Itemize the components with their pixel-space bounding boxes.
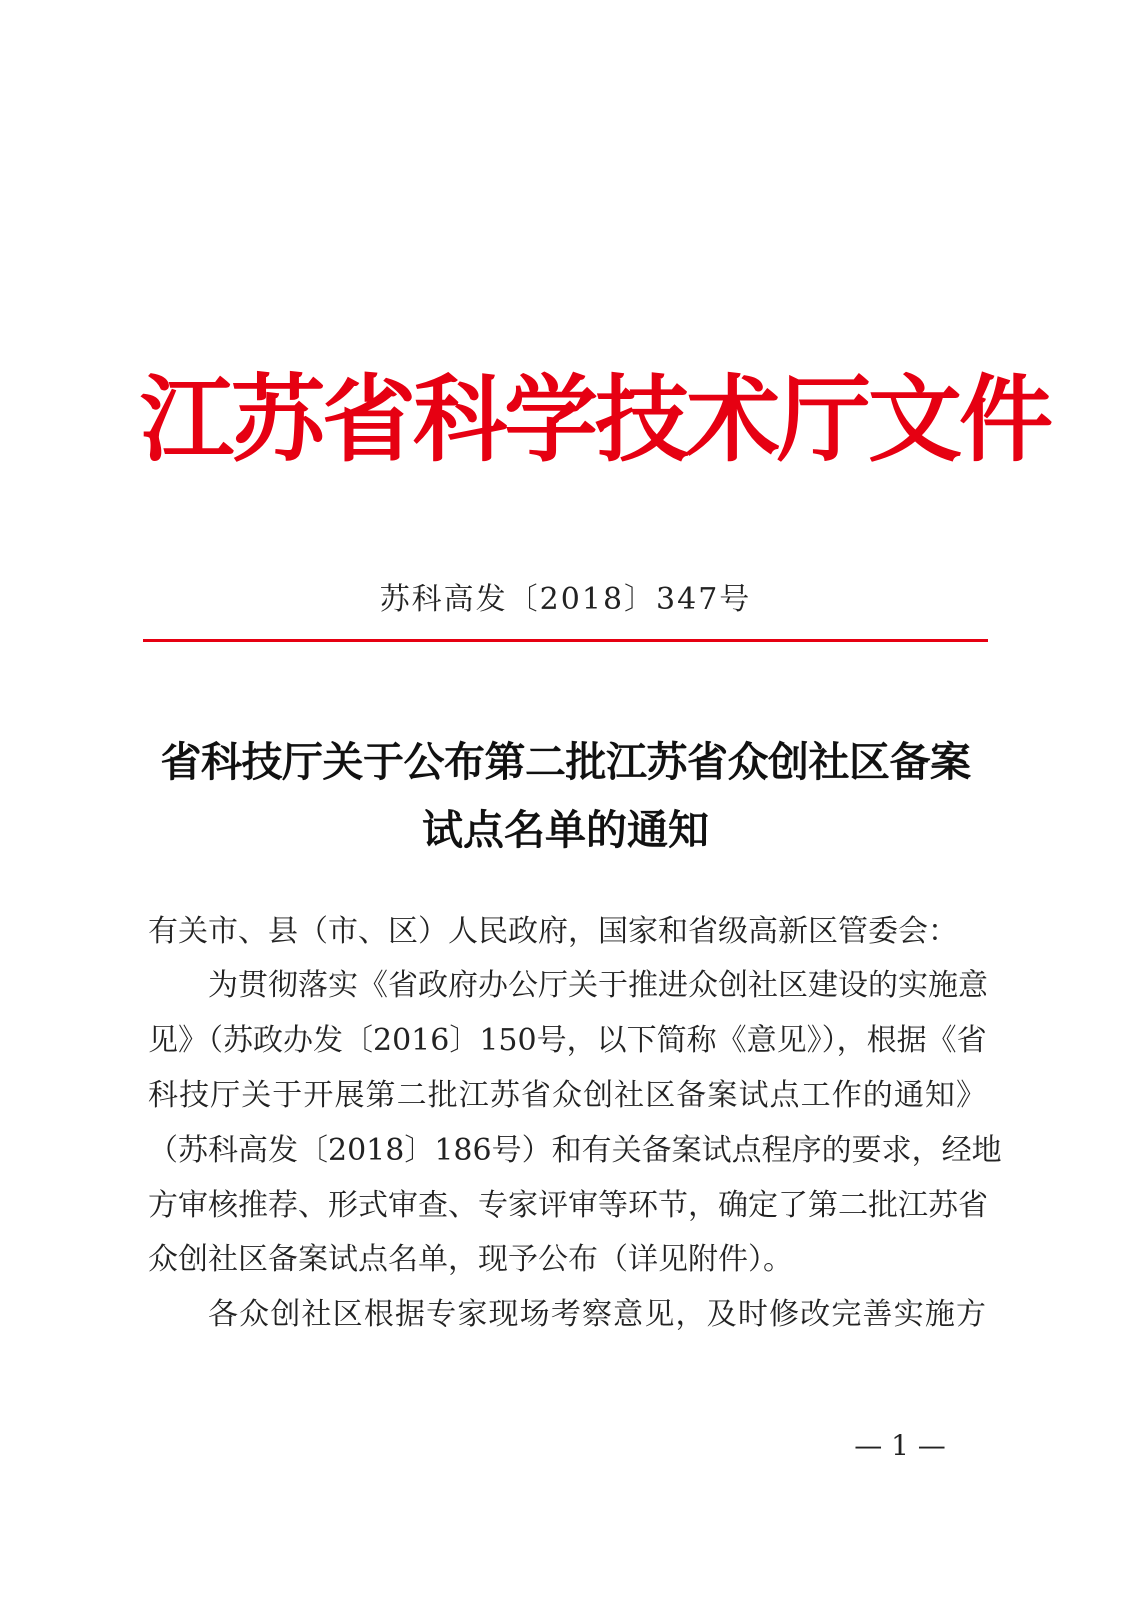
body-line: 科技厅关于开展第二批江苏省众创社区备案试点工作的通知》 — [148, 1078, 986, 1113]
notice-title-line-2: 试点名单的通知 — [422, 806, 709, 854]
page-number: — 1 — — [854, 1429, 946, 1462]
body-line: 为贯彻落实《省政府办公厅关于推进众创社区建设的实施意 — [208, 968, 988, 1003]
body-line: 见》（苏政办发〔2016〕150号，以下简称《意见》），根据《省 — [148, 1023, 987, 1058]
notice-title-line-1: 省科技厅关于公布第二批江苏省众创社区备案 — [160, 738, 971, 786]
red-divider-line — [143, 639, 988, 642]
body-line: 方审核推荐、形式审查、专家评审等环节，确定了第二批江苏省 — [148, 1188, 988, 1223]
body-line: 众创社区备案试点名单，现予公布（详见附件）。 — [148, 1242, 793, 1277]
masthead-title: 江苏省科学技术厅文件 — [140, 365, 1051, 475]
document-number: 苏科高发〔2018〕347号 — [379, 582, 752, 617]
body-line: 各众创社区根据专家现场考察意见，及时修改完善实施方 — [208, 1297, 986, 1332]
addressee-line: 有关市、县（市、区）人民政府，国家和省级高新区管委会： — [148, 914, 958, 949]
body-line: （苏科高发〔2018〕186号）和有关备案试点程序的要求，经地 — [148, 1133, 1002, 1168]
